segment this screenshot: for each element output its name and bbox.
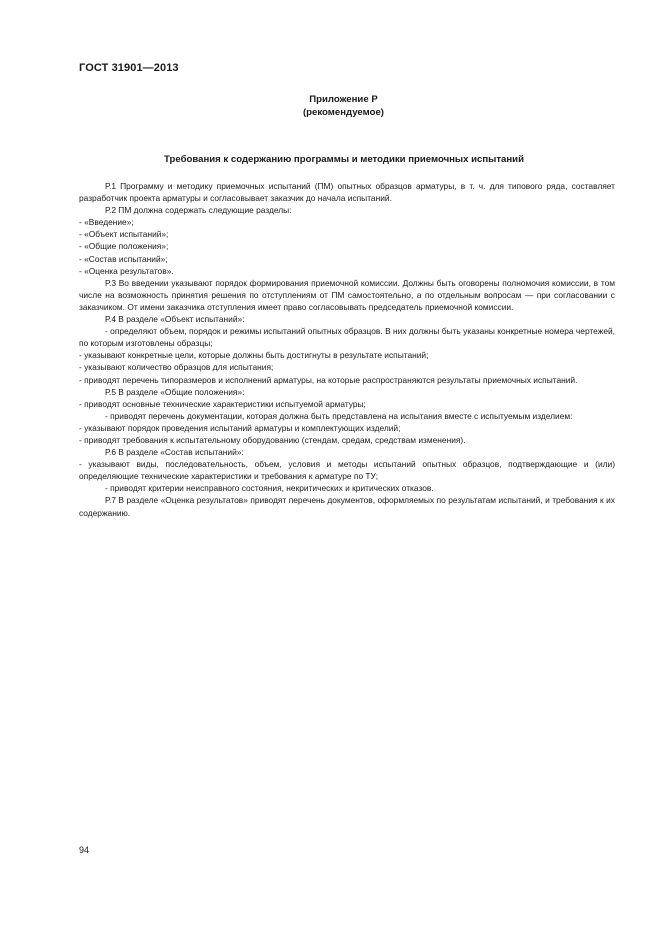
- body-text: [79, 180, 615, 519]
- paragraph: - приводят требования к испытательному оборудованию (стендам, средам, средствам изменения).: [79, 434, 466, 445]
- paragraph: Р.4 В разделе «Объект испытаний»:: [105, 314, 245, 325]
- paragraph: - указывают количество образцов для испытания;: [79, 362, 274, 373]
- paragraph: - «Введение»;: [79, 217, 134, 228]
- paragraph: - приводят перечень документации, которая должна быть представлена на испытания вместе с испытуемым изделием:: [105, 410, 573, 421]
- paragraph: Р.5 В разделе «Общие положения»:: [105, 386, 245, 397]
- appendix-title: Приложение Р: [309, 94, 378, 105]
- paragraph: - «Общие положения»;: [79, 241, 169, 252]
- paragraph: Р.1 Программу и методику приемочных испытаний (ПМ) опытных образцов арматуры, в т. ч. для типового ряда, составляет разработчик проекта арматуры и согласовывает заказчик до начала испытаний.: [79, 181, 615, 204]
- paragraph: - «Оценка результатов».: [79, 265, 174, 276]
- paragraph: - указывают конкретные цели, которые должны быть достигнуты в результате испытаний;: [79, 350, 429, 361]
- standard-code-header: ГОСТ 31901—2013: [79, 62, 179, 74]
- paragraph: - приводят перечень типоразмеров и исполнений арматуры, на которые распространяются результаты приемочных испытаний.: [79, 374, 578, 385]
- appendix-subtitle: (рекомендуемое): [302, 106, 384, 118]
- paragraph: Р.3 Во введении указывают порядок формирования приемочной комиссии. Должны быть оговорены полномочия комиссии, в том числе на возможность принятия решения по отступлениям от ПМ самостоятельно, а по отдельным вопросам — при согласовании с заказчиком. От имени заказчика отступления имеет право согласовывать председатель приемочной комиссии.: [79, 277, 615, 312]
- appendix-heading: [0, 94, 661, 119]
- paragraph: - приводят основные технические характеристики испытуемой арматуры;: [79, 398, 366, 409]
- paragraph: - приводят критерии неисправного состояния, некритических и критических отказов.: [105, 483, 434, 494]
- paragraph: - определяют объем, порядок и режимы испытаний опытных образцов. В них должны быть указаны конкретные номера чертежей, по которым изготовлены образцы;: [79, 326, 615, 349]
- paragraph: Р.6 В разделе «Состав испытаний»:: [105, 447, 244, 458]
- page-number: 94: [79, 845, 90, 855]
- paragraph: - указывают виды, последовательность, объем, условия и методы испытаний опытных образцов, подтверждающие и (или) определяющие технические характеристики и требования к арматуре по ТУ;: [79, 459, 615, 482]
- paragraph: - указывают порядок проведения испытаний арматуры и комплектующих изделий;: [79, 422, 401, 433]
- section-title: Требования к содержанию программы и методики приемочных испытаний: [164, 154, 524, 165]
- paragraph: - «Объект испытаний»;: [79, 229, 169, 240]
- paragraph: Р.2 ПМ должна содержать следующие разделы:: [105, 205, 292, 216]
- paragraph: - «Состав испытаний»;: [79, 253, 168, 264]
- paragraph: Р.7 В разделе «Оценка результатов» приводят перечень документов, оформляемых по результатам испытаний, и требования к их содержанию.: [79, 495, 615, 518]
